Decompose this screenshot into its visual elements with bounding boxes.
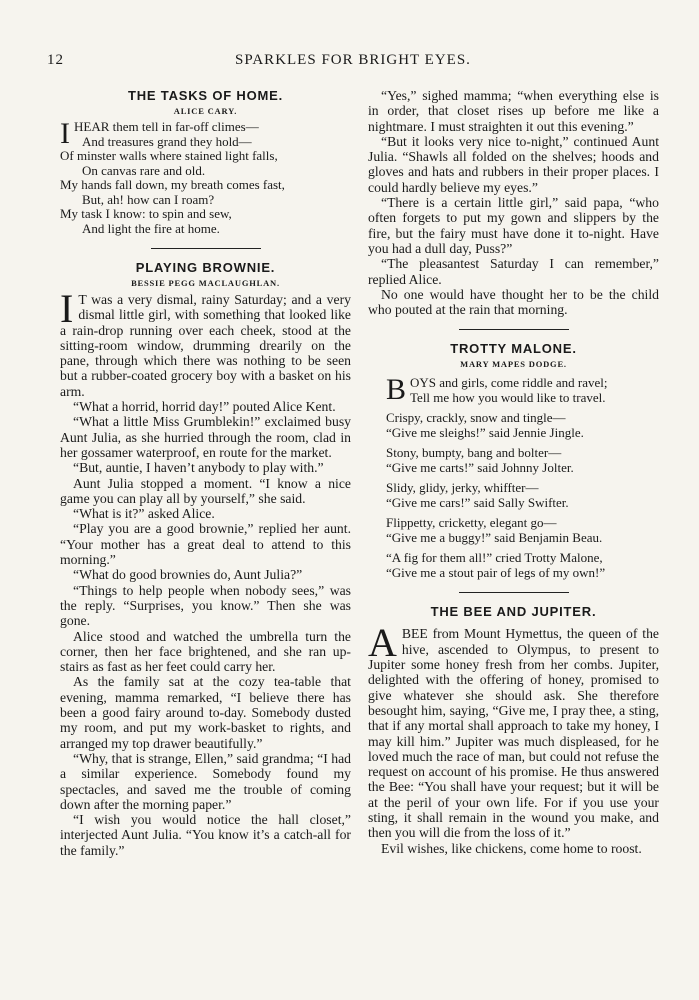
poem-line: “Give me a buggy!” said Benjamin Beau.	[386, 529, 603, 545]
poem-line: My hands fall down, my breath comes fast,	[60, 177, 285, 192]
poem-line: My task I know: to spin and sew,	[60, 206, 232, 221]
poem-title: TROTTY MALONE.	[450, 341, 577, 357]
paragraph: “What a little Miss Grumblekin!” exclaimed busy Aunt Julia, as she hurried through the room, clad in her gossamer waterproof, en route for the market.	[60, 414, 351, 460]
poem-author: MARY MAPES DODGE.	[460, 359, 567, 370]
poem-line: “Give me sleighs!” said Jennie Jingle.	[386, 424, 584, 440]
poem-stanza	[386, 551, 659, 580]
poem-line: But, ah! how can I roam?	[82, 191, 215, 207]
paragraph: Alice stood and watched the umbrella turn the corner, then her face brightened, and she ran up-stairs as fast as her feet could carry her.	[60, 628, 351, 675]
paragraph: “What a horrid, horrid day!” pouted Alice Kent.	[73, 399, 336, 415]
paragraph: “But, auntie, I haven’t anybody to play with.”	[73, 460, 324, 476]
paragraph: “But it looks very nice to-night,” continued Aunt Julia. “Shawls all folded on the shelves; hoods and gloves and hats and rubbers in their proper places. I could hardly believe my eyes.”	[368, 133, 659, 195]
paragraph: I T was a very dismal, rainy Saturday; and a very dismal little girl, with something that looked like a rain-drop running over each cheek, stood at the sitting-room window, drumming drearily on the pane, through which there was nothing to be seen but a rubber-coated grocery boy with a basket on his arm.	[60, 286, 351, 399]
drop-cap: I	[60, 286, 74, 331]
drop-cap: A	[368, 620, 397, 666]
section-divider	[151, 248, 261, 249]
poem-line: Crispy, crackly, snow and tingle—	[386, 410, 566, 426]
paragraph: “Why, that is strange, Ellen,” said grandma; “I had a similar experience. Somebody found my spectacles, and saved me the trouble of coming down after the morning paper.”	[60, 750, 351, 812]
page-number: 12	[47, 52, 64, 68]
paragraph: No one would have thought her to be the child who pouted at the rain that morning.	[368, 286, 659, 318]
paragraph: “What is it?” asked Alice.	[73, 506, 215, 522]
poem-line: On canvas rare and old.	[82, 162, 206, 178]
story-playing-brownie	[60, 260, 351, 858]
poem-line: “Give me a stout pair of legs of my own!”	[386, 564, 606, 580]
poem-author: ALICE CARY.	[173, 106, 238, 116]
right-column	[368, 88, 659, 856]
poem-line: Tell me how you would like to travel.	[410, 389, 606, 405]
poem-stanza	[386, 481, 659, 510]
poem-body	[368, 373, 659, 580]
left-column	[60, 88, 351, 858]
paragraph: “What do good brownies do, Aunt Julia?”	[73, 567, 303, 583]
poem-body	[60, 117, 351, 236]
poem-stanza	[386, 411, 659, 440]
running-title: SPARKLES FOR BRIGHT EYES.	[235, 52, 471, 68]
poem-title: THE TASKS OF HOME.	[128, 88, 283, 103]
poem-line: Stony, bumpty, bang and bolter—	[386, 445, 562, 461]
poem-line: “Give me cars!” said Sally Swifter.	[386, 494, 569, 510]
poem-line: And treasures grand they hold—	[82, 133, 252, 149]
poem-stanza	[386, 373, 659, 407]
poem-line: “Give me carts!” said Johnny Jolter.	[386, 459, 574, 475]
poem-line: Flippetty, cricketty, elegant go—	[386, 515, 557, 531]
paragraph: “Things to help people when nobody sees,” was the reply. “Surprises, you know.” Then she was gone.	[60, 582, 351, 629]
paragraph: ABEE from Mount Hymettus, the queen of the hive, ascended to Olympus, to present to Jupiter some honey fresh from her combs. Jupiter, delighted with the offering of honey, promised to give whatever she should ask. She therefore besought him, saying, “Give me, I pray thee, a sting, that if any mortal shall approach to take my honey, I may kill him.” Jupiter was much displeased, for he loved much the race of man, but could not refuse the request on account of his promise. He thus answered the Bee: “You shall have your request; but it will be at the peril of your own life. For if you use your sting, it shall remain in the wound you make, and then you will die from the loss of it.”	[368, 620, 659, 841]
story-playing-brownie-continued	[368, 88, 659, 317]
paragraph: “Yes,” sighed mamma; “when everything else is in order, that closet rises up before me like a nightmare. I must straighten it out this evening.”	[368, 88, 659, 134]
page-header	[47, 52, 659, 76]
poem-tasks-of-home	[60, 88, 351, 236]
poem-stanza	[386, 516, 659, 545]
section-divider	[459, 329, 569, 330]
poem-line: Slidy, glidy, jerky, whiffter—	[386, 480, 539, 496]
poem-line: OYS and girls, come riddle and ravel;	[410, 375, 608, 391]
section-divider	[459, 592, 569, 593]
paragraph: “Play you are a good brownie,” replied her aunt. “Your mother has a great deal to attend to this morning.”	[60, 521, 351, 568]
paragraph: Evil wishes, like chickens, come home to roost.	[381, 840, 642, 856]
fable-title: THE BEE AND JUPITER.	[430, 604, 597, 620]
paragraph: “I wish you would notice the hall closet,” interjected Aunt Julia. “You know it’s a catch-all for the family.”	[60, 812, 351, 858]
poem-line: HEAR them tell in far-off climes—	[74, 119, 259, 134]
paragraph: “There is a certain little girl,” said papa, “who often forgets to put my gown and slippers by the fire, but the fairy must have done it to-night. Have you had a dull day, Puss?”	[368, 195, 659, 256]
paragraph: As the family sat at the cozy tea-table that evening, mamma remarked, “I believe there has been a good fairy around to-day. Somebody dusted my room, and put my work-basket to rights, and arranged my top drawer beautifully.”	[60, 674, 351, 751]
drop-cap: I	[60, 117, 70, 150]
poem-trotty-malone	[368, 341, 659, 580]
fable-bee-and-jupiter	[368, 604, 659, 855]
poem-stanza	[386, 446, 659, 475]
poem-line: “A fig for them all!” cried Trotty Malone,	[386, 550, 603, 566]
story-author: BESSIE PEGG MACLAUGHLAN.	[131, 278, 280, 288]
paragraph: “The pleasantest Saturday I can remember,” replied Alice.	[368, 256, 659, 287]
poem-line: And light the fire at home.	[82, 220, 220, 236]
poem-line: Of minster walls where stained light falls,	[60, 148, 278, 163]
drop-cap: B	[386, 373, 407, 407]
paragraph: Aunt Julia stopped a moment. “I know a nice game you can play all by yourself,” she said.	[60, 475, 351, 506]
story-title: PLAYING BROWNIE.	[135, 260, 276, 275]
